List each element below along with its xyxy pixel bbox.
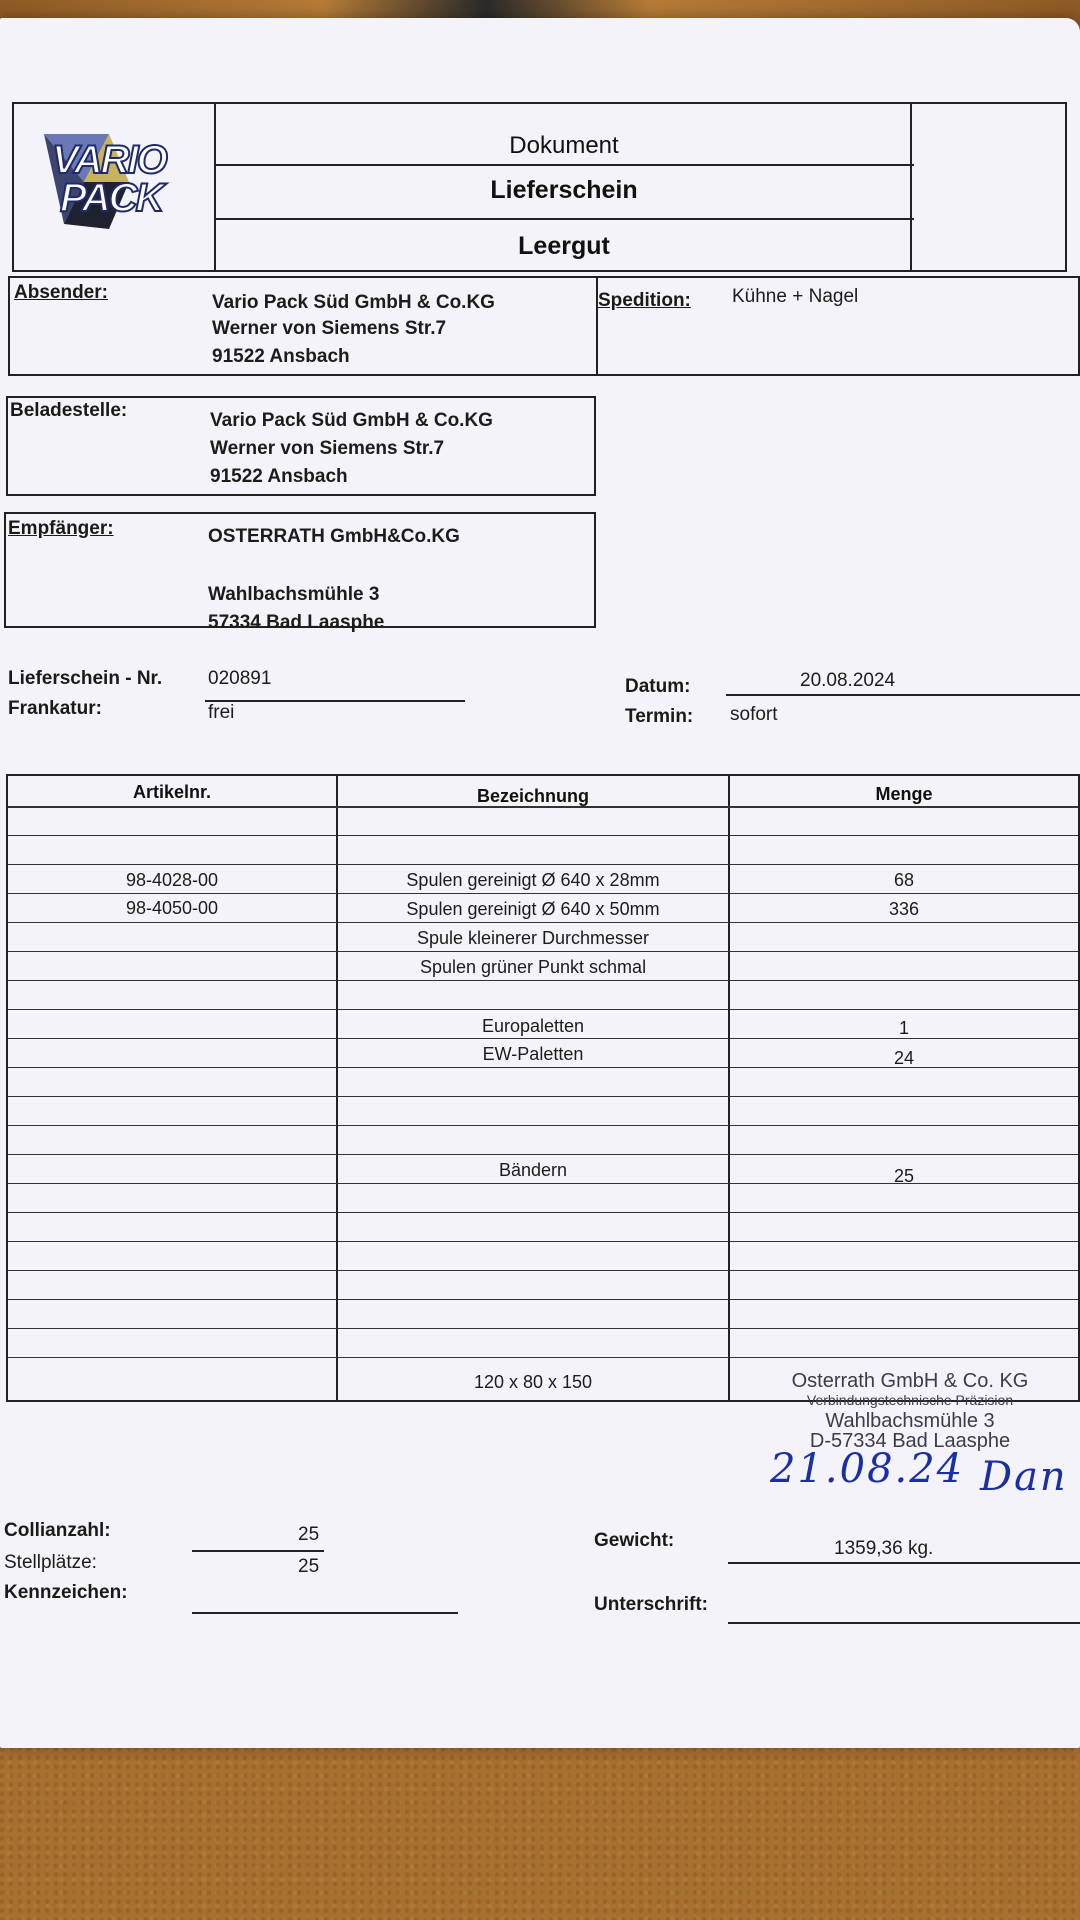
cell-description: Spulen gereinigt Ø 640 x 50mm [406, 899, 660, 919]
row-line [8, 980, 1078, 981]
doc-type: Lieferschein [490, 176, 638, 204]
handwritten-signature: Dan [980, 1454, 1068, 1500]
row-line [8, 1212, 1078, 1213]
weight-value: 1359,36 kg. [834, 1538, 934, 1559]
signature-label: Unterschrift: [594, 1594, 709, 1615]
doc-subtype: Leergut [518, 232, 610, 260]
row-line [8, 893, 1078, 894]
cell-quantity: 25 [893, 1166, 915, 1186]
stamp-company: Osterrath GmbH & Co. KG [791, 1370, 1029, 1392]
row-line [8, 1096, 1078, 1097]
cell-description: EW-Paletten [482, 1044, 584, 1064]
header-right-divider [910, 104, 912, 270]
stamp-street: Wahlbachsmühle 3 [825, 1410, 995, 1432]
stamp-city: D-57334 Bad Laasphe [809, 1430, 1011, 1452]
row-line [8, 1009, 1078, 1010]
row-line [8, 1125, 1078, 1126]
cell-quantity: 24 [893, 1048, 915, 1068]
forwarder-label: Spedition: [598, 290, 691, 311]
weight-label: Gewicht: [594, 1530, 675, 1551]
cell-description: Europaletten [481, 1016, 585, 1036]
row-line [8, 1154, 1078, 1155]
cell-description: Bändern [498, 1160, 568, 1180]
row-line [8, 864, 1078, 865]
delivery-note-sheet [0, 18, 1080, 1748]
weight-line [728, 1562, 1080, 1564]
colli-label: Collianzahl: [4, 1520, 111, 1541]
doc-label: Dokument [509, 132, 619, 159]
mark-label: Kennzeichen: [4, 1582, 128, 1603]
cell-article-no: 98-4028-00 [125, 870, 219, 890]
sender-box [8, 276, 1080, 376]
recipient-label: Empfänger: [8, 518, 114, 539]
cell-description: 120 x 80 x 150 [473, 1372, 593, 1392]
cell-description: Spulen gereinigt Ø 640 x 28mm [406, 870, 660, 890]
header-quantity: Menge [875, 784, 933, 804]
row-line [8, 1299, 1078, 1300]
recipient-street: Wahlbachsmühle 3 [208, 584, 380, 605]
logo-text-top: VARIO [52, 138, 166, 182]
header-description: Bezeichnung [476, 786, 589, 806]
handwritten-date: 21.08.24 [770, 1446, 965, 1492]
row-line [8, 1328, 1078, 1329]
document-header [12, 102, 1067, 272]
loading-street: Werner von Siemens Str.7 [210, 438, 445, 459]
date-line [726, 694, 1080, 696]
cell-article-no: 98-4050-00 [125, 898, 219, 918]
mark-line [192, 1612, 458, 1614]
deadline-value: sofort [730, 704, 778, 725]
delivery-no-label: Lieferschein - Nr. [8, 668, 163, 689]
spaces-label: Stellplätze: [4, 1552, 97, 1573]
loading-label: Beladestelle: [10, 400, 128, 421]
header-row-line [8, 806, 1078, 808]
delivery-no: 020891 [208, 668, 272, 689]
forwarder-name: Kühne + Nagel [732, 286, 859, 307]
franking: frei [208, 702, 235, 723]
row-line [8, 835, 1078, 836]
cell-description: Spulen grüner Punkt schmal [419, 957, 647, 977]
sender-city: 91522 Ansbach [212, 346, 350, 367]
logo-cell [14, 104, 216, 270]
date-value: 20.08.2024 [800, 670, 896, 691]
date-label: Datum: [625, 676, 691, 697]
items-table [6, 774, 1080, 1402]
franking-label: Frankatur: [8, 698, 102, 719]
deadline-label: Termin: [625, 706, 694, 727]
row-line [8, 1241, 1078, 1242]
cell-quantity: 68 [893, 870, 915, 890]
recipient-name: OSTERRATH GmbH&Co.KG [208, 526, 460, 547]
spaces-value: 25 [298, 1556, 320, 1577]
header-divider [214, 218, 914, 220]
cell-quantity: 336 [888, 899, 920, 919]
delivery-no-line [205, 700, 465, 702]
loading-name: Vario Pack Süd GmbH & Co.KG [210, 410, 493, 431]
row-line [8, 1270, 1078, 1271]
recipient-city: 57334 Bad Laasphe [208, 612, 385, 633]
header-divider [214, 164, 914, 166]
sender-street: Werner von Siemens Str.7 [212, 318, 447, 339]
loading-city: 91522 Ansbach [210, 466, 348, 487]
sender-name: Vario Pack Süd GmbH & Co.KG [212, 292, 495, 313]
signature-line [728, 1622, 1080, 1624]
logo-text-bottom: PACK [60, 176, 163, 220]
header-article-no: Artikelnr. [132, 782, 212, 802]
row-line [8, 951, 1078, 952]
cell-quantity: 1 [898, 1018, 909, 1038]
row-line [8, 922, 1078, 923]
row-line [8, 1357, 1078, 1358]
stamp-tagline: Verbindungstechnische Präzision [806, 1392, 1014, 1408]
cell-description: Spule kleinerer Durchmesser [416, 928, 650, 948]
colli-line [192, 1550, 324, 1552]
colli-value: 25 [298, 1524, 320, 1545]
sender-label: Absender: [14, 282, 108, 303]
